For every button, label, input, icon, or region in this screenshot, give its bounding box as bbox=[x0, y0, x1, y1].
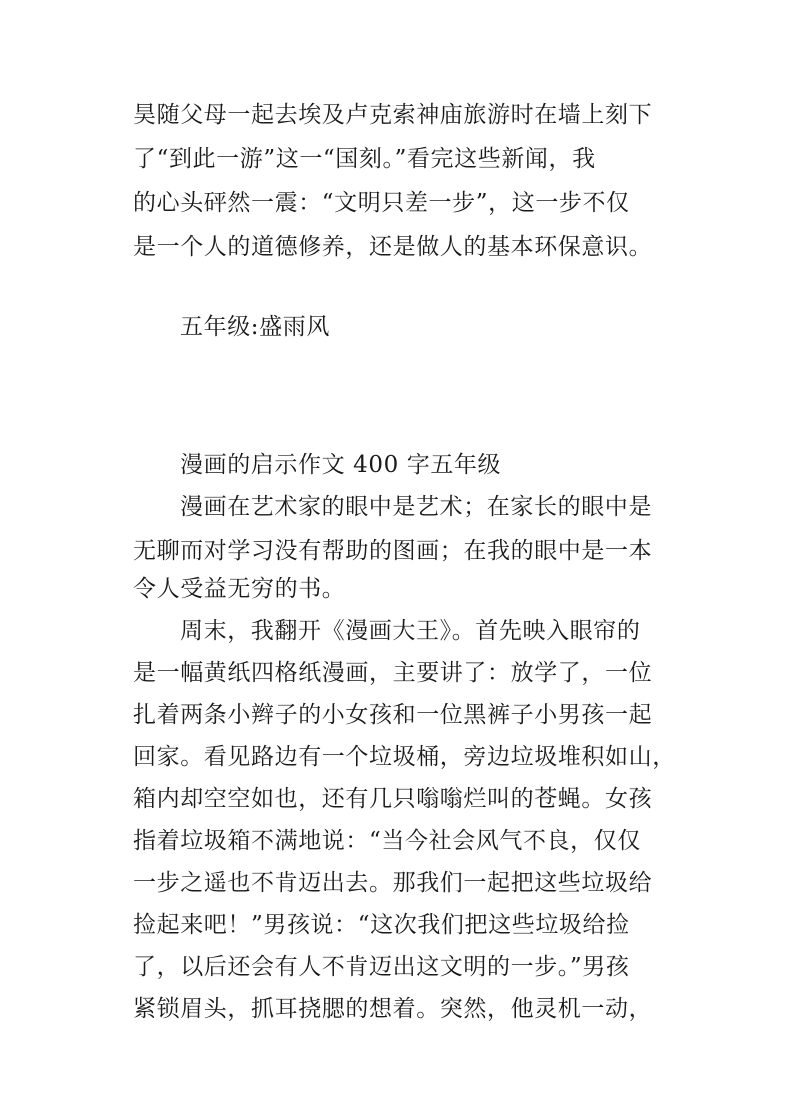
text-line: 紧锁眉头，抓耳挠腮的想着。突然，他灵机一动， bbox=[133, 996, 653, 1022]
text-line: 箱内却空空如也，还有几只嗡嗡烂叫的苍蝇。女孩 bbox=[133, 786, 653, 812]
text-line: 指着垃圾箱不满地说：“当今社会风气不良，仅仅 bbox=[133, 828, 641, 854]
text-line: 周末，我翻开《漫画大王》。首先映入眼帘的 bbox=[180, 618, 641, 644]
text-line: 无聊而对学习没有帮助的图画；在我的眼中是一本 bbox=[133, 538, 653, 564]
text-line: 是一个人的道德修养，还是做人的基本环保意识。 bbox=[133, 234, 653, 260]
text-line: 昊随父母一起去埃及卢克索神庙旅游时在墙上刻下 bbox=[133, 102, 653, 128]
text-line: 漫画在艺术家的眼中是艺术；在家长的眼中是 bbox=[180, 494, 652, 520]
text-line: 扎着两条小辫子的小女孩和一位黑裤子小男孩一起 bbox=[133, 702, 653, 728]
text-line: 了，以后还会有人不肯迈出这文明的一步。”男孩 bbox=[133, 954, 630, 980]
text-line: 一步之遥也不肯迈出去。那我们一起把这些垃圾给 bbox=[133, 870, 653, 896]
text-line: 的心头砰然一震：“文明只差一步”，这一步不仅 bbox=[133, 190, 630, 216]
author-line: 五年级:盛雨风 bbox=[180, 314, 330, 340]
text-line: 回家。看见路边有一个垃圾桶，旁边垃圾堆积如山， bbox=[133, 744, 676, 770]
text-line: 是一幅黄纸四格纸漫画，主要讲了：放学了，一位 bbox=[133, 660, 653, 686]
text-line: 捡起来吧！”男孩说：“这次我们把这些垃圾给捡 bbox=[133, 912, 630, 938]
text-line: 了“到此一游”这一“国刻。”看完这些新闻，我 bbox=[133, 146, 596, 172]
text-line: 令人受益无穷的书。 bbox=[133, 576, 346, 602]
essay-title: 漫画的启示作文 400 字五年级 bbox=[180, 452, 502, 478]
